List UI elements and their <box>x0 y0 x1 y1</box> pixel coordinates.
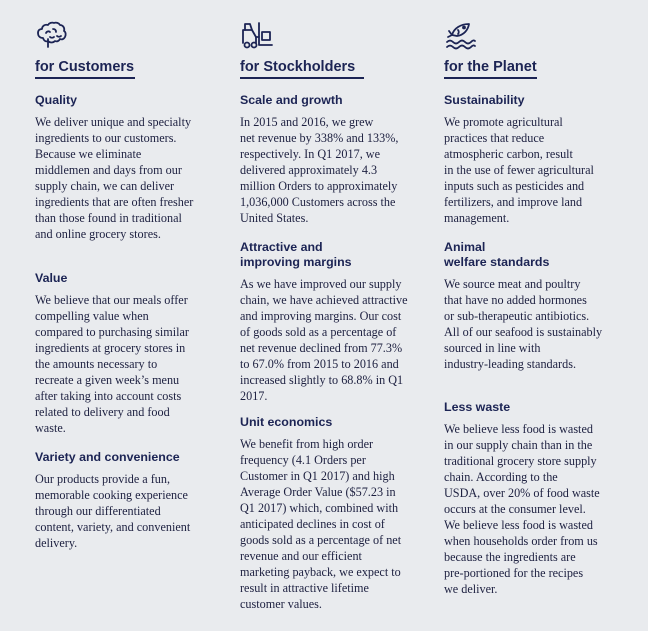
section-body: In 2015 and 2016, we grew net revenue by 338% and 133%, respectively. In Q1 2017, we delivered approximately 4.3 million Orders to approximately 1,036,000 Customers across the United States. <box>240 115 399 225</box>
section-title: Sustainability <box>444 93 525 107</box>
fish-waves-icon <box>444 18 478 52</box>
section-title: Attractive and improving margins <box>240 240 352 269</box>
section-title: Animal welfare standards <box>444 240 550 269</box>
section-quality <box>35 93 215 242</box>
section-body: We believe that our meals offer compelling value when compared to purchasing similar ingredients at grocery stores in the amounts necessary to recreate a given week’s menu after taking into account costs related to delivery and food waste. <box>35 293 189 435</box>
heading-underline <box>35 77 135 79</box>
section-body: We deliver unique and specialty ingredients to our customers. Because we eliminate middlemen and days from our supply chain, we can deliver ingredients that are often fresher than those found in traditional and online grocery stores. <box>35 115 194 241</box>
section-title: Quality <box>35 93 77 107</box>
section-scale-growth <box>240 93 420 226</box>
section-title: Variety and convenience <box>35 450 180 464</box>
section-attractive-margins <box>240 240 420 404</box>
section-title: Unit economics <box>240 415 333 429</box>
section-body: We believe less food is wasted in our supply chain than in the traditional grocery store supply chain. According to the USDA, over 20% of food waste occurs at the consumer level. We believe less food is wasted when households order from us because the ingredients are pre-portioned for the recipes we deliver. <box>444 422 600 596</box>
forklift-icon <box>240 18 274 52</box>
section-title: Scale and growth <box>240 93 343 107</box>
section-unit-economics <box>240 415 420 612</box>
column-heading: for the Planet <box>444 59 537 75</box>
section-animal-welfare <box>444 240 624 372</box>
section-value <box>35 271 215 436</box>
heading-underline <box>444 77 537 79</box>
section-title: Less waste <box>444 400 511 414</box>
section-body: We promote agricultural practices that reduce atmospheric carbon, result in the use of fewer agricultural inputs such as pesticides and fertilizers, and improve land management. <box>444 115 594 225</box>
section-body: Our products provide a fun, memorable cooking experience through our differentiated content, variety, and convenient delivery. <box>35 472 191 550</box>
section-body: We source meat and poultry that have no added hormones or sub-therapeutic antibiotics. All of our seafood is sustainably sourced in line with industry-leading standards. <box>444 277 603 371</box>
column-heading: for Customers <box>35 59 135 75</box>
heading-underline <box>240 77 364 79</box>
section-variety-convenience <box>35 450 215 551</box>
column-heading: for Stockholders <box>240 59 356 75</box>
section-less-waste <box>444 400 624 597</box>
section-body: We benefit from high order frequency (4.1 Orders per Customer in Q1 2017) and high Average Order Value ($57.23 in Q1 2017) which, combined with anticipated declines in cost of goods sold as a percentage of net revenue and our efficient marketing payback, we expect to result in attractive lifetime customer values. <box>240 437 402 611</box>
brain-icon <box>35 18 69 52</box>
section-body: As we have improved our supply chain, we have achieved attractive and improving margins. Our cost of goods sold as a percentage of net revenue declined from 77.3% to 67.0% from 2015 to 2016 and increased slightly to 68.8% in Q1 2017. <box>240 277 408 403</box>
section-title: Value <box>35 271 68 285</box>
section-sustainability <box>444 93 624 226</box>
